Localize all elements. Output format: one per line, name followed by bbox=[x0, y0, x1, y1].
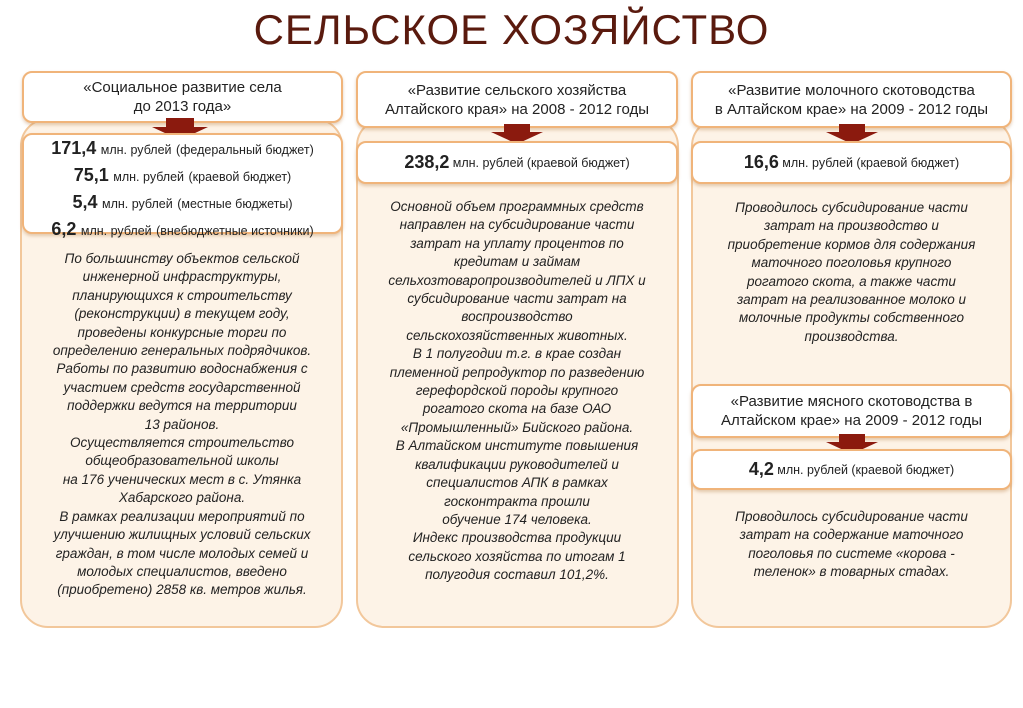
page-title: СЕЛЬСКОЕ ХОЗЯЙСТВО bbox=[253, 6, 770, 53]
text-line: направлен на субсидирование части bbox=[399, 217, 635, 233]
funding-line-federal bbox=[24, 136, 341, 163]
text-line: граждан, в том числе молодых семей и bbox=[55, 545, 309, 561]
text-line: воспроизводство bbox=[461, 309, 573, 325]
text-line: По большинству объектов сельской bbox=[64, 251, 300, 266]
text-line: В 1 полугодии т.г. в крае создан bbox=[412, 346, 622, 362]
text-line: (реконструкции) в текущем году, bbox=[74, 306, 290, 322]
header-line: Алтайского края» на 2008 - 2012 годы bbox=[384, 100, 649, 118]
description-social-development bbox=[24, 250, 340, 600]
funding-box-social-development bbox=[22, 133, 343, 239]
funding-amount: 6,2 bbox=[51, 219, 77, 239]
text-line: В рамках реализации мероприятий по bbox=[59, 508, 305, 524]
text-line: сельхозтоваропроизводителей и ЛПХ и bbox=[388, 272, 646, 288]
funding-source: (краевой бюджет) bbox=[526, 155, 630, 170]
text-line: приобретение кормов для содержания bbox=[727, 236, 976, 252]
funding-line-extrabudgetary bbox=[24, 217, 341, 244]
text-line: сельскохозяйственных животных. bbox=[406, 327, 628, 343]
funding-amount: 4,2 bbox=[748, 459, 774, 479]
funding-source: (местные бюджеты) bbox=[177, 197, 293, 211]
funding-amount: 16,6 bbox=[743, 152, 779, 172]
text-line: проведены конкурсные торги по bbox=[77, 324, 287, 340]
text-line: теленок» в товарных стадах. bbox=[753, 564, 950, 580]
text-line: субсидирование части затрат на bbox=[407, 291, 627, 307]
funding-unit: млн. рублей bbox=[100, 143, 172, 157]
text-line: госконтракта прошли bbox=[444, 493, 590, 509]
funding-amount: 75,1 bbox=[73, 165, 109, 185]
funding-box-beef bbox=[691, 449, 1012, 490]
text-line: полугодия составил 101,2%. bbox=[425, 567, 609, 583]
text-line: производства. bbox=[804, 328, 899, 344]
text-line: затрат на уплату процентов по bbox=[410, 235, 624, 251]
funding-box-dairy bbox=[691, 141, 1012, 184]
text-line: поголовья по системе «корова - bbox=[748, 545, 955, 561]
funding-amount: 238,2 bbox=[404, 152, 450, 172]
program-header-social-development bbox=[22, 71, 343, 123]
funding-source: (краевой бюджет) bbox=[856, 155, 960, 170]
text-line: Осуществляется строительство bbox=[70, 435, 294, 451]
text-line: затрат на производство и bbox=[764, 218, 939, 234]
text-line: племенной репродуктор по разведению bbox=[389, 364, 645, 380]
text-line: Индекс производства продукции bbox=[412, 530, 622, 546]
funding-unit: млн. рублей bbox=[113, 170, 185, 184]
text-line: (приобретено) 2858 кв. метров жилья. bbox=[57, 582, 307, 598]
text-line: рогатого скота на базе ОАО bbox=[422, 401, 612, 417]
header-line: до 2013 года» bbox=[133, 98, 232, 115]
text-line: 13 районов. bbox=[144, 416, 220, 432]
text-line: Хабарского района. bbox=[118, 490, 246, 506]
text-line: маточного поголовья крупного bbox=[751, 255, 952, 271]
text-line: Работы по развитию водоснабжения с bbox=[56, 361, 308, 377]
header-line: «Развитие сельского хозяйства bbox=[407, 81, 627, 99]
funding-unit: млн. рублей bbox=[80, 224, 152, 238]
funding-source: (краевой бюджет) bbox=[188, 170, 292, 184]
text-line: кредитам и займам bbox=[453, 254, 581, 270]
text-line: сельского хозяйства по итогам 1 bbox=[408, 548, 626, 564]
funding-unit: млн. рублей bbox=[777, 462, 849, 477]
description-beef bbox=[695, 508, 1008, 582]
text-line: планирующихся к строительству bbox=[72, 287, 292, 303]
text-line: определению генеральных подрядчиков. bbox=[52, 343, 312, 359]
funding-amount: 5,4 bbox=[72, 192, 98, 212]
text-line: затрат на содержание маточного bbox=[739, 527, 964, 543]
text-line: «Промышленный» Бийского района. bbox=[400, 419, 634, 435]
funding-source: (внебюджетные источники) bbox=[156, 224, 314, 238]
text-line: затрат на реализованное молоко и bbox=[736, 292, 966, 308]
text-line: Проводилось субсидирование части bbox=[735, 509, 968, 524]
text-line: участием средств государственной bbox=[63, 379, 301, 395]
text-line: общеобразовательной школы bbox=[85, 453, 279, 469]
text-line: инженерной инфраструктуры, bbox=[82, 269, 282, 285]
text-line: герефордской породы крупного bbox=[415, 383, 619, 399]
funding-source: (краевой бюджет) bbox=[851, 462, 955, 477]
text-line: молочные продукты собственного bbox=[738, 310, 965, 326]
funding-unit: млн. рублей bbox=[101, 197, 173, 211]
text-line: специалистов АПК в рамках bbox=[426, 475, 608, 491]
description-agriculture-development bbox=[360, 198, 674, 585]
text-line: В Алтайском институте повышения bbox=[395, 438, 639, 454]
text-line: рогатого скота, а также части bbox=[747, 273, 956, 289]
funding-unit: млн. рублей bbox=[782, 155, 854, 170]
header-line: Алтайском крае» на 2009 - 2012 годы bbox=[720, 412, 983, 429]
program-header-dairy bbox=[691, 71, 1012, 128]
program-header-beef bbox=[691, 384, 1012, 438]
funding-line-local bbox=[24, 190, 341, 217]
text-line: Проводилось субсидирование части bbox=[735, 200, 968, 215]
text-line: поддержки ведутся на территории bbox=[67, 398, 297, 414]
funding-line-regional bbox=[24, 163, 341, 190]
text-line: квалификации руководителей и bbox=[415, 456, 619, 472]
text-line: улучшению жилищных условий сельских bbox=[53, 527, 311, 543]
funding-box-agriculture-development bbox=[356, 141, 678, 184]
funding-unit: млн. рублей bbox=[452, 155, 524, 170]
text-line: на 176 ученических мест в с. Утянка bbox=[62, 471, 302, 487]
header-line: «Социальное развитие села bbox=[83, 79, 282, 96]
header-line: «Развитие молочного скотоводства bbox=[728, 81, 975, 99]
funding-amount: 171,4 bbox=[51, 138, 97, 158]
text-line: Основной объем программных средств bbox=[390, 199, 644, 214]
header-line: «Развитие мясного скотоводства в bbox=[730, 393, 973, 410]
funding-source: (федеральный бюджет) bbox=[175, 143, 314, 157]
description-dairy bbox=[695, 199, 1008, 346]
header-line: в Алтайском крае» на 2009 - 2012 годы bbox=[714, 100, 989, 118]
program-header-agriculture-development bbox=[356, 71, 678, 128]
text-line: обучение 174 человека. bbox=[442, 511, 592, 527]
text-line: молодых специалистов, введено bbox=[77, 563, 287, 579]
